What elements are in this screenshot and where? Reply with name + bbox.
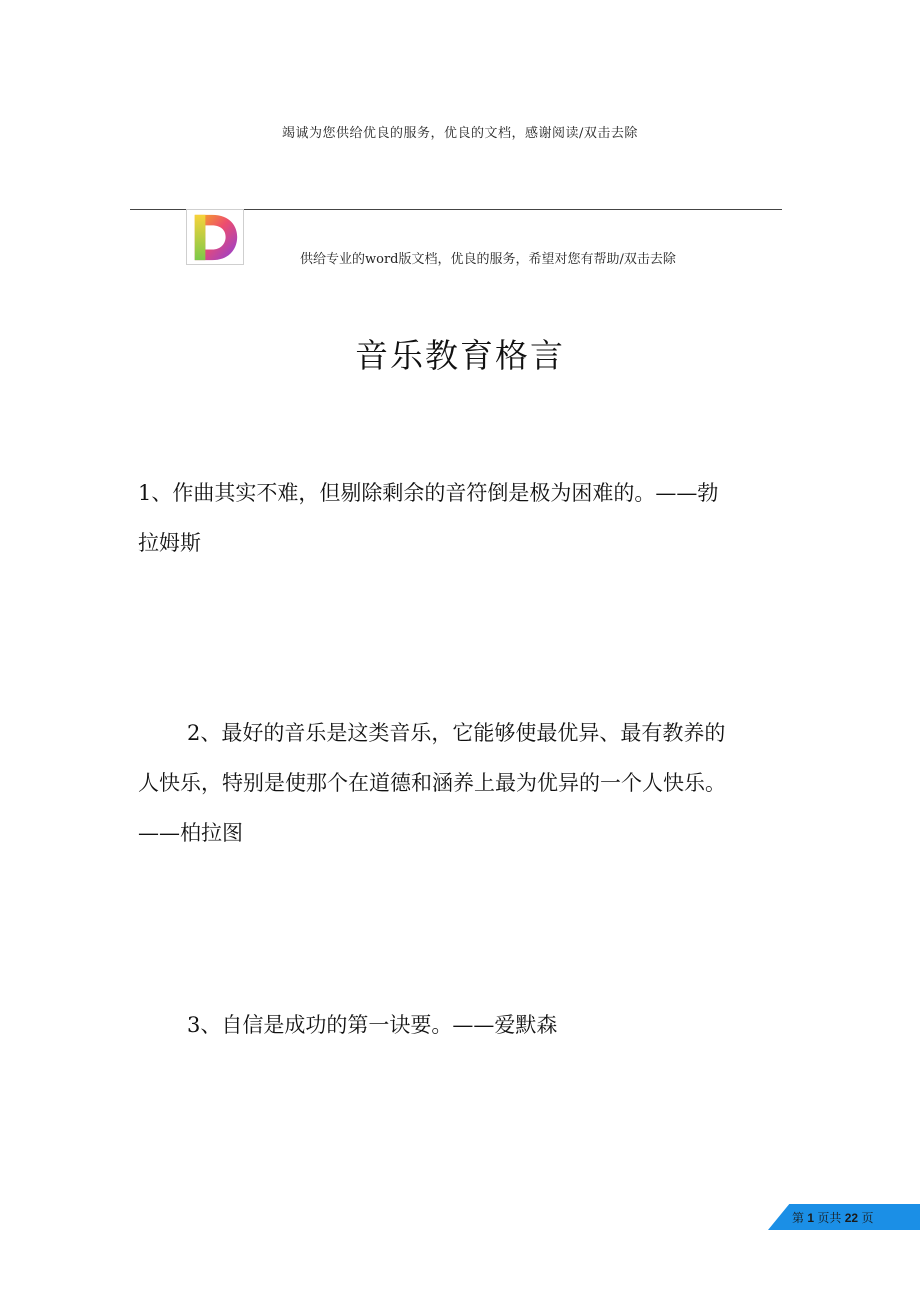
quote-paragraph-1: 1、作曲其实不难，但剔除剩余的音符倒是极为困难的。——勃拉姆斯 — [138, 481, 719, 555]
page-suffix: 页 — [861, 1211, 874, 1225]
page-prefix: 第 — [792, 1211, 805, 1225]
quote-paragraph-3: 3、自信是成功的第一诀要。——爱默森 — [187, 1013, 558, 1037]
page-middle: 页共 — [817, 1211, 842, 1225]
page-current: 1 — [807, 1211, 815, 1225]
header-side-note: 供给专业的word版文档，优良的服务，希望对您有帮助/双击去除 — [300, 252, 676, 267]
document-title: 音乐教育格言 — [355, 336, 565, 375]
page-total: 22 — [844, 1211, 859, 1225]
d-logo-icon — [186, 209, 244, 265]
page-number-text — [792, 1209, 873, 1226]
page-number-badge — [768, 1204, 920, 1230]
top-note: 竭诚为您供给优良的服务，优良的文档，感谢阅读/双击去除 — [282, 126, 638, 141]
quote-paragraph-2: 2、最好的音乐是这类音乐，它能够使最优异、最有教养的人快乐，特别是使那个在道德和涵养上最为优异的一个人快乐。——柏拉图 — [138, 721, 726, 845]
